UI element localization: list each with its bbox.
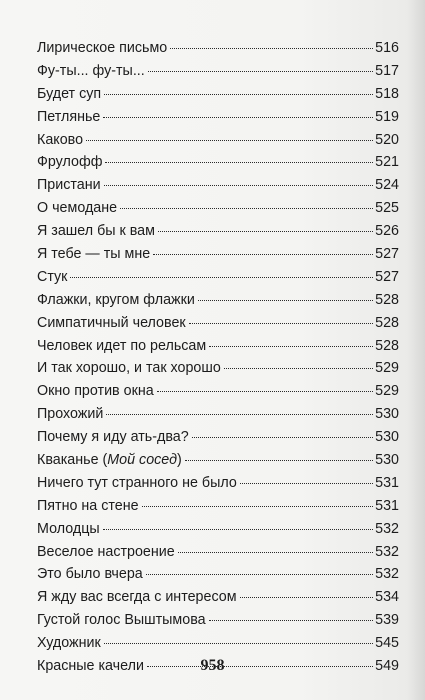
toc-entry-page: 531 — [375, 497, 399, 514]
toc-entry-title-text: Пятно на стене — [37, 497, 139, 514]
toc-entry-title — [37, 380, 154, 403]
dot-leader — [103, 529, 373, 530]
toc-entry-title-text: И так хорошо, и так хорошо — [37, 360, 221, 377]
dot-leader — [158, 231, 373, 232]
toc-entry-page: 529 — [375, 383, 399, 400]
toc-entry — [37, 174, 399, 197]
dot-leader — [142, 506, 373, 507]
toc-entry-page: 530 — [375, 406, 399, 423]
toc-entry-title — [37, 129, 83, 152]
toc-entry-title-text: Густой голос Выштымова — [37, 612, 206, 629]
page-gutter-shadow — [407, 0, 425, 700]
toc-entry-page: 528 — [375, 337, 399, 354]
dot-leader — [120, 208, 373, 209]
toc-entry-title — [37, 472, 237, 495]
dot-leader — [86, 140, 373, 141]
dot-leader — [104, 643, 373, 644]
toc-entry-title — [37, 495, 139, 518]
toc-entry — [37, 495, 399, 518]
dot-leader — [153, 254, 373, 255]
dot-leader — [185, 460, 373, 461]
toc-entry — [37, 518, 399, 541]
toc-entry-title-text: Прохожий — [37, 406, 104, 423]
toc-entry — [37, 586, 399, 609]
toc-entry — [37, 83, 399, 106]
toc-entry — [37, 403, 399, 426]
toc-entry-page: 525 — [375, 200, 399, 217]
toc-entry-title — [37, 197, 117, 220]
dot-leader — [104, 185, 373, 186]
toc-entry — [37, 541, 399, 564]
toc-entry-title — [37, 563, 143, 586]
toc-entry-title-text: Молодцы — [37, 520, 100, 537]
toc-entry-title — [37, 609, 206, 632]
toc-entry-page: 521 — [375, 154, 399, 171]
toc-entry-page: 527 — [375, 246, 399, 263]
toc-entry-title — [37, 151, 102, 174]
dot-leader — [157, 391, 373, 392]
toc-entry — [37, 609, 399, 632]
toc-entry-page: 528 — [375, 291, 399, 308]
dot-leader — [189, 323, 373, 324]
toc-entry-page: 532 — [375, 520, 399, 537]
toc-entry — [37, 426, 399, 449]
toc-entry-title — [37, 541, 175, 564]
table-of-contents — [37, 37, 399, 678]
toc-entry — [37, 243, 399, 266]
dot-leader — [192, 437, 373, 438]
toc-entry — [37, 335, 399, 358]
dot-leader — [105, 162, 373, 163]
toc-entry-page: 530 — [375, 452, 399, 469]
toc-entry — [37, 220, 399, 243]
toc-entry-title — [37, 586, 237, 609]
toc-entry — [37, 563, 399, 586]
toc-entry-page: 530 — [375, 429, 399, 446]
toc-entry-title — [37, 403, 103, 426]
toc-entry-title-text: Художник — [37, 635, 101, 652]
toc-entry — [37, 289, 399, 312]
dot-leader — [104, 94, 373, 95]
toc-entry-title-text: Каково — [37, 131, 84, 148]
toc-entry — [37, 357, 399, 380]
toc-entry-page: 532 — [375, 543, 399, 560]
dot-leader — [209, 620, 373, 621]
dot-leader — [240, 597, 373, 598]
toc-entry-page: 539 — [375, 612, 399, 629]
toc-entry — [37, 129, 399, 152]
toc-entry-title — [37, 220, 155, 243]
toc-entry-title-text: Я тебе — ты мне — [37, 246, 151, 263]
toc-entry-title-text: Почему я иду ать-два? — [37, 429, 189, 446]
toc-entry-title — [37, 335, 206, 358]
toc-entry-title — [37, 312, 186, 335]
toc-entry-title-text: Я зашел бы к вам — [37, 223, 155, 240]
toc-entry-title — [37, 266, 67, 289]
toc-entry-title-text: Красные качели — [37, 658, 144, 675]
toc-entry — [37, 266, 399, 289]
toc-entry-page: 518 — [375, 85, 399, 102]
toc-entry-title-text: Стук — [37, 268, 68, 285]
toc-entry-page: 534 — [375, 589, 399, 606]
dot-leader — [178, 552, 373, 553]
toc-entry — [37, 472, 399, 495]
toc-entry-title-text: Это было вчера — [37, 566, 143, 583]
toc-entry-title-text: Лирическое письмо — [37, 40, 168, 56]
toc-entry — [37, 37, 399, 60]
toc-entry-page: 531 — [375, 474, 399, 491]
toc-entry-title-text: Окно против окна — [37, 383, 154, 400]
toc-entry-title-text: Петлянье — [37, 108, 101, 125]
dot-leader — [170, 48, 373, 49]
toc-entry-title — [37, 243, 150, 266]
toc-entry-title — [37, 37, 167, 60]
toc-entry-title — [37, 174, 101, 197]
toc-entry-title-text: Фу-ты... фу-ты... — [37, 62, 145, 79]
toc-entry-page: 517 — [375, 62, 399, 79]
toc-entry-page: 526 — [375, 223, 399, 240]
toc-entry-title-text: Пристани — [37, 177, 101, 194]
toc-entry-title — [37, 357, 221, 380]
toc-entry-page: 545 — [375, 635, 399, 652]
toc-entry-title-text: Будет суп — [37, 85, 102, 102]
toc-entry-title-text: Флажки, кругом флажки — [37, 291, 195, 308]
toc-entry — [37, 60, 399, 83]
toc-entry-page: 527 — [375, 268, 399, 285]
toc-entry — [37, 312, 399, 335]
toc-entry — [37, 380, 399, 403]
dot-leader — [106, 414, 373, 415]
toc-entry-page: 529 — [375, 360, 399, 377]
dot-leader — [146, 574, 373, 575]
dot-leader — [224, 368, 373, 369]
toc-entry-title — [37, 518, 100, 541]
toc-entry-title-text: Человек идет по рельсам — [37, 337, 207, 354]
toc-entry — [37, 197, 399, 220]
toc-entry-title — [37, 632, 101, 655]
toc-entry-title-text: Веселое настроение — [37, 543, 175, 560]
dot-leader — [70, 277, 373, 278]
toc-entry — [37, 106, 399, 129]
toc-entry-title-text: Я жду вас всегда с интересом — [37, 589, 237, 606]
dot-leader — [148, 71, 373, 72]
toc-entry-page: 520 — [375, 131, 399, 148]
toc-entry-title — [37, 289, 195, 312]
toc-entry-page: 532 — [375, 566, 399, 583]
toc-entry-title-text: Ничего тут странного не было — [37, 474, 237, 491]
toc-entry-title-text: Фрулофф — [37, 154, 103, 171]
dot-leader — [209, 346, 373, 347]
toc-entry-page: 524 — [375, 177, 399, 194]
dot-leader — [198, 300, 373, 301]
dot-leader — [240, 483, 373, 484]
toc-entry-title: Кваканье (Мой сосед) — [37, 452, 182, 469]
toc-entry-title — [37, 83, 101, 106]
toc-entry-title — [37, 106, 100, 129]
toc-entry-page: 519 — [375, 108, 399, 125]
toc-entry-title — [37, 426, 189, 449]
toc-entry-page: 516 — [375, 40, 399, 56]
toc-entry-title-text: О чемодане — [37, 200, 118, 217]
toc-entry-page: 549 — [375, 658, 399, 675]
toc-entry — [37, 151, 399, 174]
toc-entry — [37, 632, 399, 655]
toc-entry-subtitle: Мой сосед — [107, 452, 177, 469]
page-number: 958 — [200, 657, 225, 674]
toc-entry-title-text: Кваканье — [37, 452, 99, 469]
dot-leader — [103, 117, 373, 118]
toc-entry-page: 528 — [375, 314, 399, 331]
toc-entry-title-text: Симпатичный человек — [37, 314, 186, 331]
toc-entry-title — [37, 60, 145, 83]
toc-entry — [37, 449, 399, 472]
